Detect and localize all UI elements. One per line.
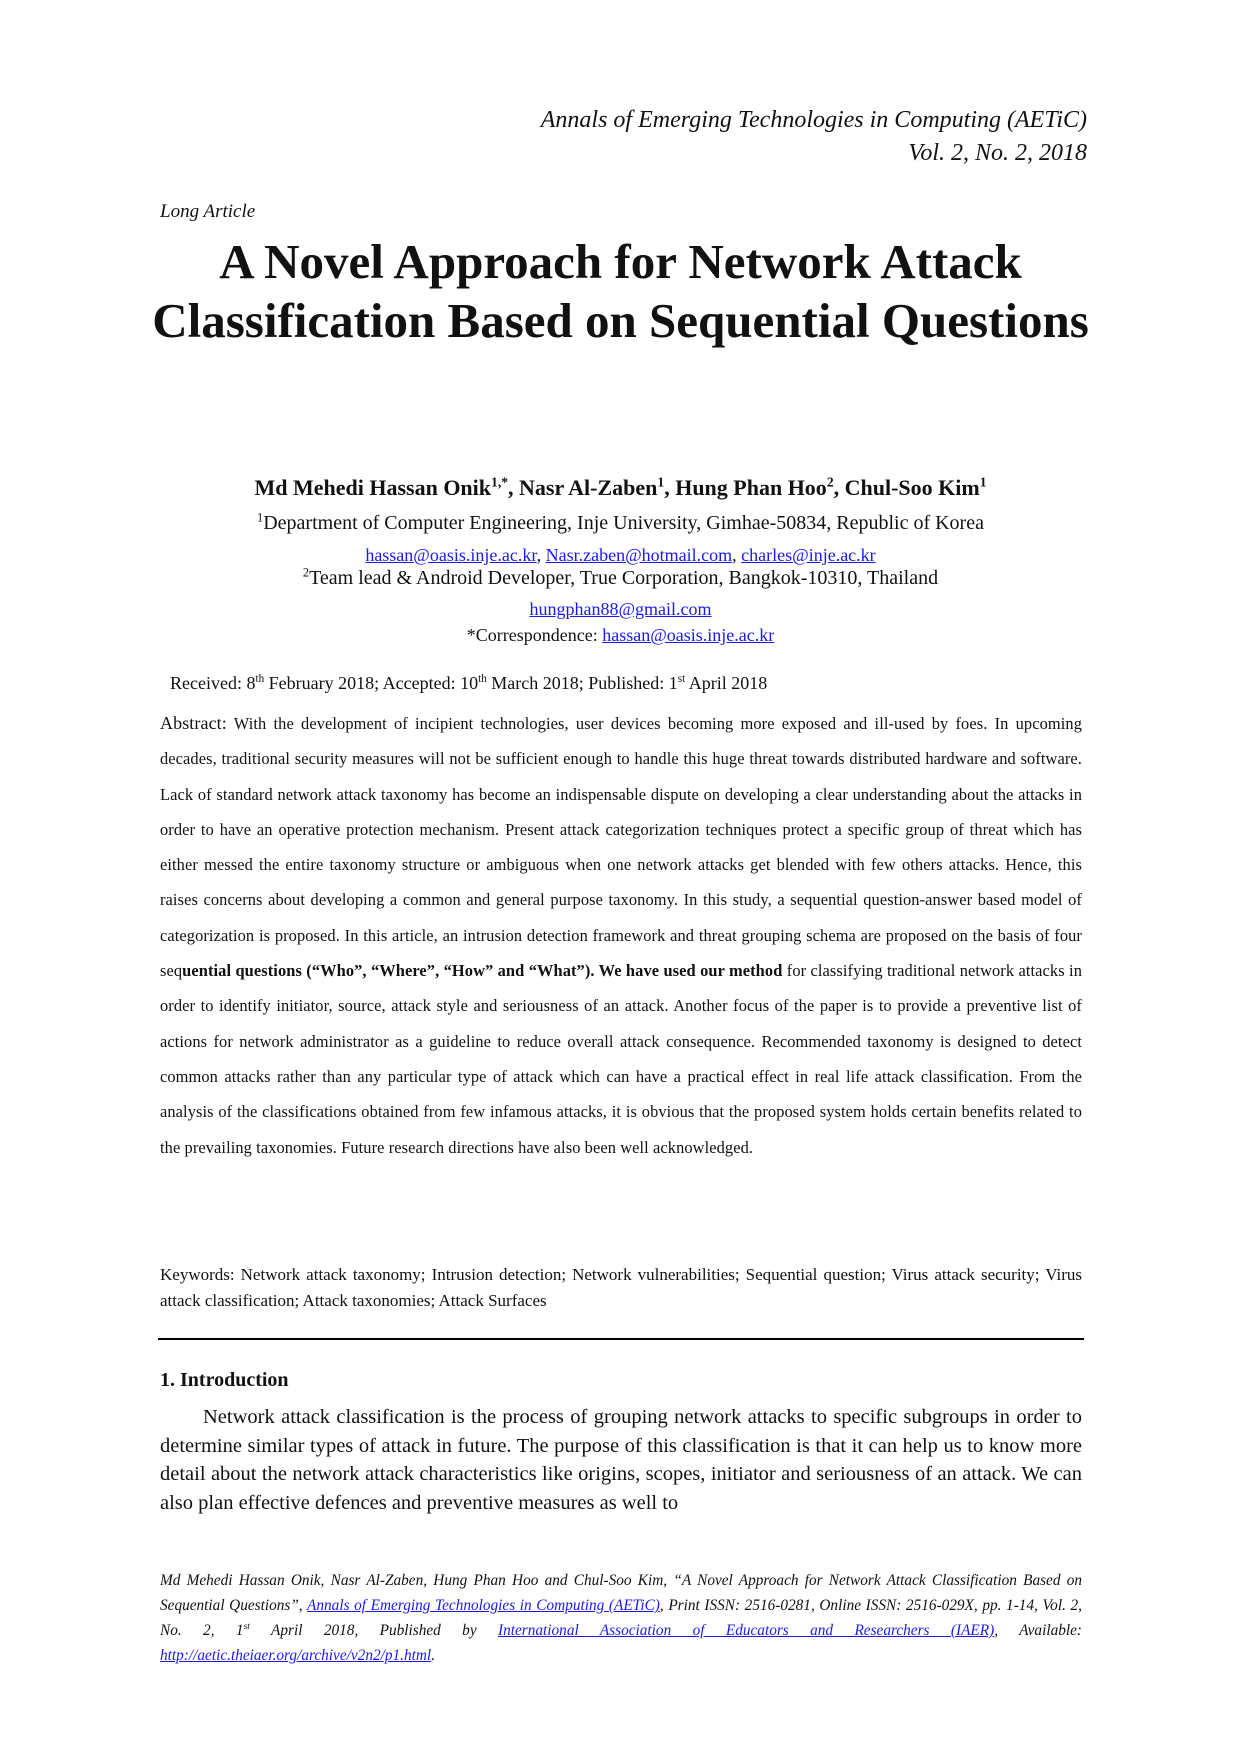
abstract-label: Abstract:: [160, 713, 227, 733]
author-sup: 1: [657, 474, 665, 490]
author-sup: 2: [826, 474, 834, 490]
email-link[interactable]: Nasr.zaben@hotmail.com: [545, 545, 733, 565]
abstract-text-cont: for classifying traditional network attacks in order to identify initiator, source, attack style and seriousness of an attack. Another focus of the paper is to provide a preventive list of actions for network administrator as a guideline to reduce overall attack consequence. Recommended taxonomy is designed to detect common attacks rather than any particular type of attack which can have a practical effect in real life attack classification. From the analysis of the classifications obtained from few infamous attacks, it is obvious that the proposed system holds certain benefits related to the prevailing taxonomies. Future research directions have also been well acknowledged.: [160, 961, 1082, 1157]
author-list: Md Mehedi Hassan Onik$^{1,*}$, Nasr Al-Zaben$^1$, Hung Phan Hoo$^2$, Chul-Soo Kim$^1$: [254, 474, 987, 500]
correspondence: *Correspondence: hassan@oasis.inje.ac.kr: [466, 625, 775, 645]
author-name: Chul-Soo Kim: [844, 475, 980, 500]
paper-title: A Novel Approach for Network Attack Classification Based on Sequential Questions: [152, 234, 1089, 348]
journal-header: [541, 104, 1087, 170]
email-link[interactable]: hassan@oasis.inje.ac.kr: [365, 545, 537, 565]
section-heading: 1. Introduction: [160, 1369, 289, 1391]
abstract-bold-text: uential questions (“Who”, “Where”, “How” and “What”). We have used our method: [182, 961, 783, 981]
correspondence-email-link[interactable]: hassan@oasis.inje.ac.kr: [602, 625, 775, 645]
author-name: Md Mehedi Hassan Onik: [254, 475, 492, 500]
abstract: [160, 706, 1082, 1165]
article-type: Long Article: [160, 201, 256, 222]
publisher-link[interactable]: International Association of Educators and Researchers (IAER): [498, 1622, 995, 1639]
abstract-text: With the development of incipient technologies, user devices becoming more exposed and ill-used by foes. In upcoming decades, traditional security measures will not be sufficient enough to handle this huge threat towards distributed hardware and software. Lack of standard network attack taxonomy has become an indispensable dispute on developing a clear understanding about the attacks in order to have an operative protection mechanism. Present attack categorization techniques protect a specific group of threat which has either messed the entire taxonomy structure or ambiguous when one network attacks get blended with few others attacks. Hence, this raises concerns about developing a common and general purpose taxonomy. In this study, a sequential question-answer based model of categorization is proposed. In this article, an intrusion detection framework and threat grouping schema are proposed on the basis of four seq: [160, 714, 1082, 981]
affiliation-1: $^1$Department of Computer Engineering, Inje University, Gimhae-50834, Republic of Korea: [257, 510, 984, 534]
journal-volume: Vol. 2, No. 2, 2018: [908, 140, 1087, 166]
author-name: Hung Phan Hoo: [675, 475, 827, 500]
intro-paragraph: Network attack classification is the process of grouping network attacks to specific subgroups in order to determine similar types of attack in future. The purpose of this classification is that it can help us to know more detail about the network attack characteristics like origins, scopes, initiator and seriousness of an attack. We can also plan effective defences and preventive measures as well to: [160, 1406, 1082, 1514]
author-sup: 1: [979, 474, 987, 490]
keywords: Keywords: Network attack taxonomy; Intrusion detection; Network vulnerabilities; Sequential question; Virus attack security; Virus attack classification; Attack taxonomies; Attack Surfaces: [160, 1265, 1082, 1310]
citation-footer: Md Mehedi Hassan Onik, Nasr Al-Zaben, Hung Phan Hoo and Chul-Soo Kim, “A Novel Approach for Network Attack Classification Based on Sequential Questions”, Annals of Emerging Technologies in Computing (AETiC), Print ISSN: 2516-0281, Online ISSN: 2516-029X, pp. 1-14, Vol. 2, No. 2, 1st April 2018, Published by International Association of Educators and Researchers (IAER), Available: http://aetic.theiaer.org/archive/v2n2/p1.html.: [160, 1572, 1082, 1664]
journal-link[interactable]: Annals of Emerging Technologies in Computing (AETiC): [307, 1597, 660, 1614]
affiliation-2: $^2$Team lead & Android Developer, True Corporation, Bangkok-10310, Thailand: [302, 565, 939, 589]
article-url-link[interactable]: http://aetic.theiaer.org/archive/v2n2/p1.html: [160, 1647, 432, 1664]
section-divider: [158, 1338, 1084, 1340]
author-name: Nasr Al-Zaben: [519, 475, 658, 500]
email-link[interactable]: hungphan88@gmail.com: [529, 599, 712, 619]
affiliation-1-emails: hassan@oasis.inje.ac.kr, Nasr.zaben@hotmail.com, charles@inje.ac.kr: [365, 545, 876, 565]
affiliation-2-email: [150, 599, 1091, 620]
journal-name: Annals of Emerging Technologies in Computing (AETiC): [540, 107, 1087, 133]
email-link[interactable]: charles@inje.ac.kr: [741, 545, 876, 565]
author-sup: 1,*: [491, 474, 509, 490]
publication-dates: Received: 8th February 2018; Accepted: 10th March 2018; Published: 1st April 2018: [170, 673, 768, 693]
